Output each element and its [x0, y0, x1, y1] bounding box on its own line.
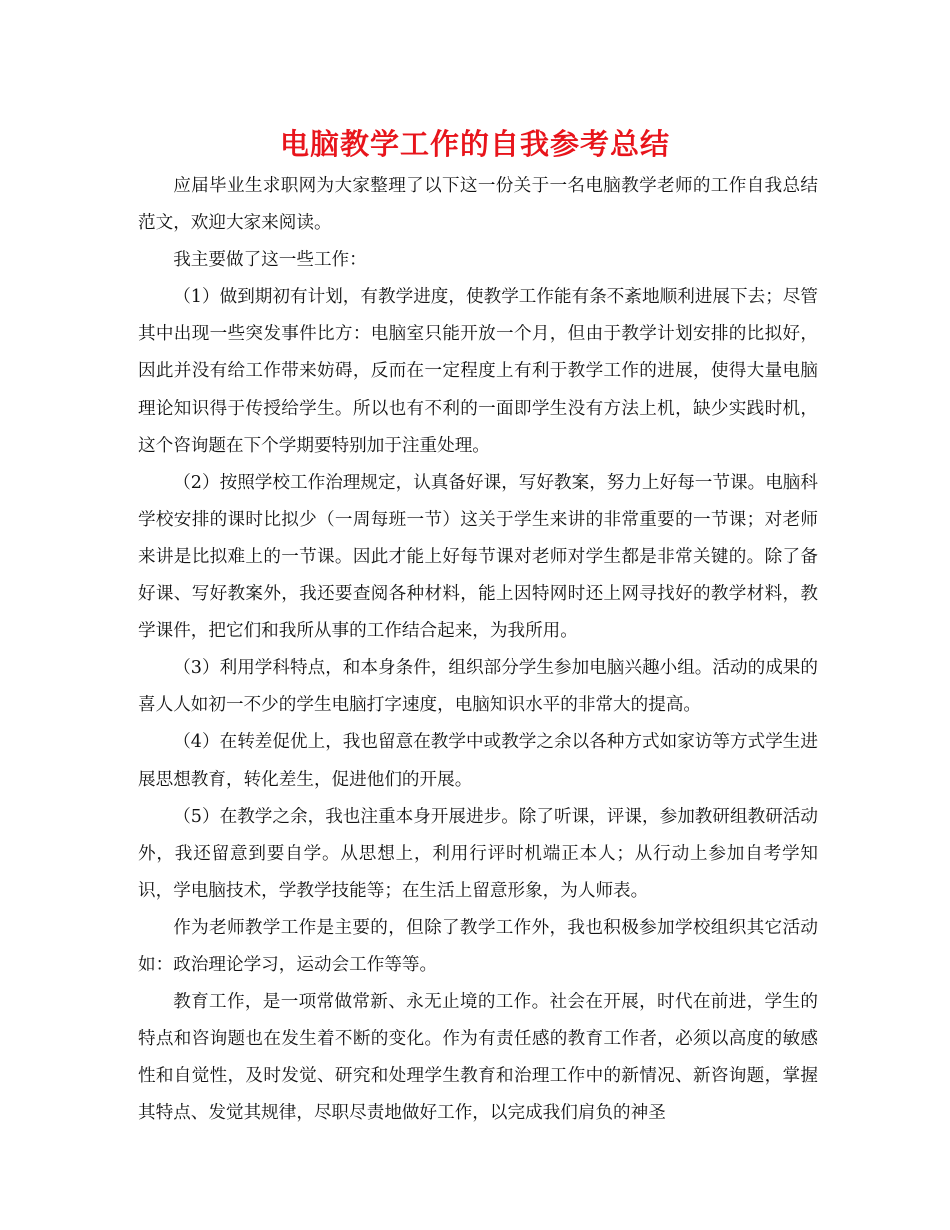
- document-body: [138, 168, 818, 1132]
- paragraph-other-activities: 作为老师教学工作是主要的，但除了教学工作外，我也积极参加学校组织其它活动如：政治理论学习，运动会工作等等。: [138, 917, 818, 975]
- paragraph-item-5: （5）在教学之余，我也注重本身开展进步。除了听课，评课，参加教研组教研活动外，我还留意到要自学。从思想上，利用行评时机端正本人；从行动上参加自考学知识，学电脑技术，学教学技能等；在生活上留意形象，为人师表。: [138, 806, 818, 901]
- paragraph-item-2: （2）按照学校工作治理规定，认真备好课，写好教案，努力上好每一节课。电脑科学校安排的课时比拟少（一周每班一节）这关于学生来讲的非常重要的一节课；对老师来讲是比拟难上的一节课。因此才能上好每节课对老师对学生都是非常关键的。除了备好课、写好教案外，我还要查阅各种材料，能上因特网时还上网寻找好的教学材料，教学课件，把它们和我所从事的工作结合起来，为我所用。: [138, 472, 818, 642]
- paragraph-item-1: （1）做到期初有计划，有教学进度，使教学工作能有条不紊地顺利进展下去；尽管其中出现一些突发事件比方：电脑室只能开放一个月，但由于教学计划安排的比拟好，因此并没有给工作带来妨碍，反而在一定程度上有利于教学工作的进展，使得大量电脑理论知识得于传授给学生。所以也有不利的一面即学生没有方法上机，缺少实践时机，这个咨询题在下个学期要特别加于注重处理。: [138, 287, 818, 456]
- paragraph-work-heading: 我主要做了这一些工作：: [173, 250, 367, 271]
- paragraph-intro: 应届毕业生求职网为大家整理了以下这一份关于一名电脑教学老师的工作自我总结范文，欢迎大家来阅读。: [138, 176, 818, 234]
- paragraph-item-4: （4）在转差促优上，我也留意在教学中或教学之余以各种方式如家访等方式学生进展思想教育，转化差生，促进他们的开展。: [138, 732, 818, 790]
- paragraph-item-3: （3）利用学科特点，和本身条件，组织部分学生参加电脑兴趣小组。活动的成果的喜人人如初一不少的学生电脑打字速度，电脑知识水平的非常大的提高。: [138, 658, 818, 716]
- page-title: 电脑教学工作的自我参考总结: [279, 127, 670, 161]
- paragraph-education-work: 教育工作，是一项常做常新、永无止境的工作。社会在开展，时代在前进，学生的特点和咨询题也在发生着不断的变化。作为有责任感的教育工作者，必须以高度的敏感性和自觉性，及时发觉、研究和处理学生教育和治理工作中的新情况、新咨询题，掌握其特点、发觉其规律，尽职尽责地做好工作，以完成我们肩负的神圣: [138, 992, 818, 1124]
